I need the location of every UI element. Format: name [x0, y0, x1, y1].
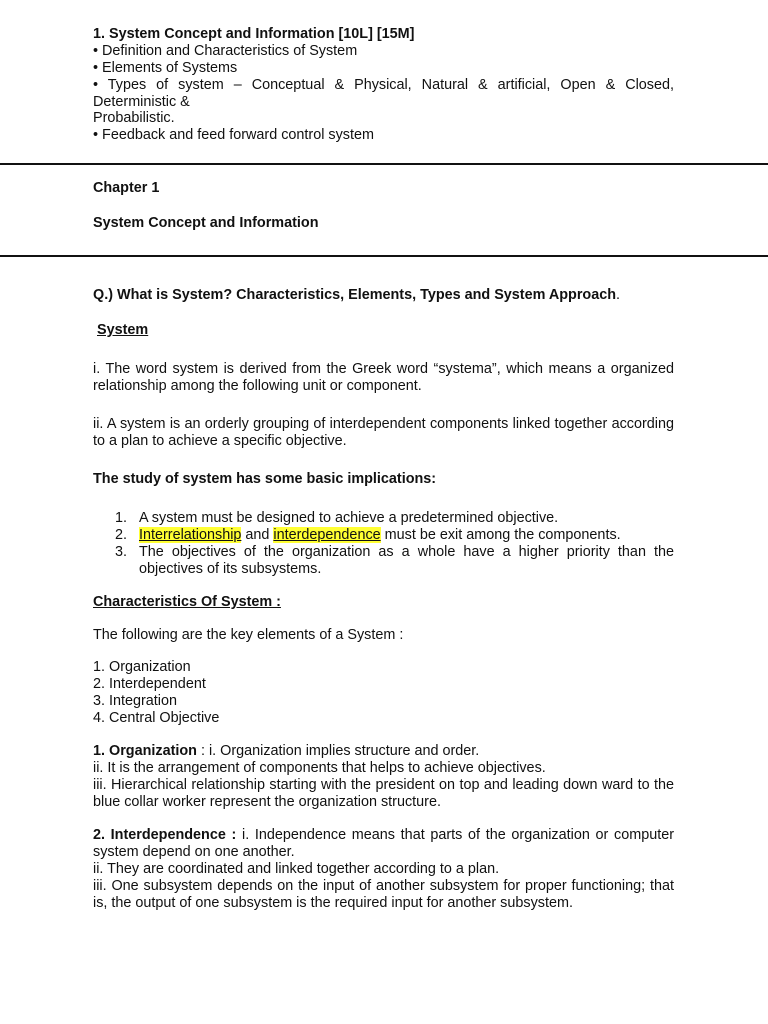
syllabus-item: • Types of system – Conceptual & Physical, Natural & artificial, Open & Closed, Deterministic & [93, 77, 674, 110]
interdependence-line-1: i. Independence means that parts of the organization or computer system depend on one another. [93, 827, 674, 860]
interdependence-line-2: ii. They are coordinated and linked together according to a plan. [93, 861, 500, 877]
highlighted-term: interdependence [273, 527, 381, 543]
syllabus-item: • Elements of Systems [93, 60, 238, 76]
organization-line-1: : i. Organization implies structure and order. [196, 743, 480, 759]
syllabus-item: • Feedback and feed forward control system [93, 127, 374, 143]
chapter-label: Chapter 1 [93, 180, 160, 196]
list-item: 3. Integration [93, 693, 178, 709]
highlighted-term: Interrelationship [139, 527, 242, 543]
divider-rule [0, 255, 768, 257]
list-number: 3. [115, 544, 128, 560]
implications-list [93, 510, 674, 578]
characteristics-heading [93, 594, 674, 611]
characteristics-intro: The following are the key elements of a System : [93, 627, 404, 643]
list-number: 1. [115, 510, 128, 526]
list-text: and [241, 527, 274, 543]
list-item [93, 544, 674, 578]
system-para-2: ii. A system is an orderly grouping of interdependent components linked together according to a plan to achieve a specific objective. [93, 416, 674, 449]
list-text: The objectives of the organization as a whole have a higher priority than the objectives of its subsystems. [139, 544, 674, 577]
interdependence-label: 2. Interdependence : [93, 827, 237, 843]
system-heading-text: System [97, 322, 149, 338]
list-item: 2. Interdependent [93, 676, 206, 692]
divider-rule [0, 163, 768, 165]
organization-line-3: iii. Hierarchical relationship starting with the president on top and leading down ward to the blue collar worker represent the organization structure. [93, 777, 674, 810]
organization-label: 1. Organization [93, 743, 197, 759]
list-number: 2. [115, 527, 128, 543]
list-item [93, 527, 674, 544]
interdependence-section [93, 827, 674, 912]
syllabus-item: • Definition and Characteristics of System [93, 43, 358, 59]
question-text: Q.) What is System? Characteristics, Elements, Types and System Approach [93, 287, 617, 303]
implications-heading: The study of system has some basic implications: [93, 471, 437, 487]
characteristics-heading-text: Characteristics Of System : [93, 594, 281, 610]
system-heading [97, 322, 678, 339]
organization-section [93, 743, 674, 811]
interdependence-line-3: iii. One subsystem depends on the input of another subsystem for proper functioning; that is, the output of one subsystem is the required input for another subsystem. [93, 878, 674, 911]
syllabus-item: Probabilistic. [93, 110, 175, 126]
list-item: 4. Central Objective [93, 710, 220, 726]
characteristics-list [93, 659, 674, 727]
question-period: . [616, 287, 621, 303]
list-text: must be exit among the components. [380, 527, 621, 543]
organization-line-2: ii. It is the arrangement of components that helps to achieve objectives. [93, 760, 546, 776]
list-item: 1. Organization [93, 659, 191, 675]
question-heading [93, 287, 674, 304]
list-item [93, 510, 674, 527]
chapter-title: System Concept and Information [93, 215, 319, 231]
system-para-1: i. The word system is derived from the Greek word “systema”, which means a organized relationship among the following unit or component. [93, 361, 674, 394]
list-text: A system must be designed to achieve a predetermined objective. [139, 510, 559, 526]
syllabus-title: 1. System Concept and Information [10L] [15M] [93, 26, 415, 42]
